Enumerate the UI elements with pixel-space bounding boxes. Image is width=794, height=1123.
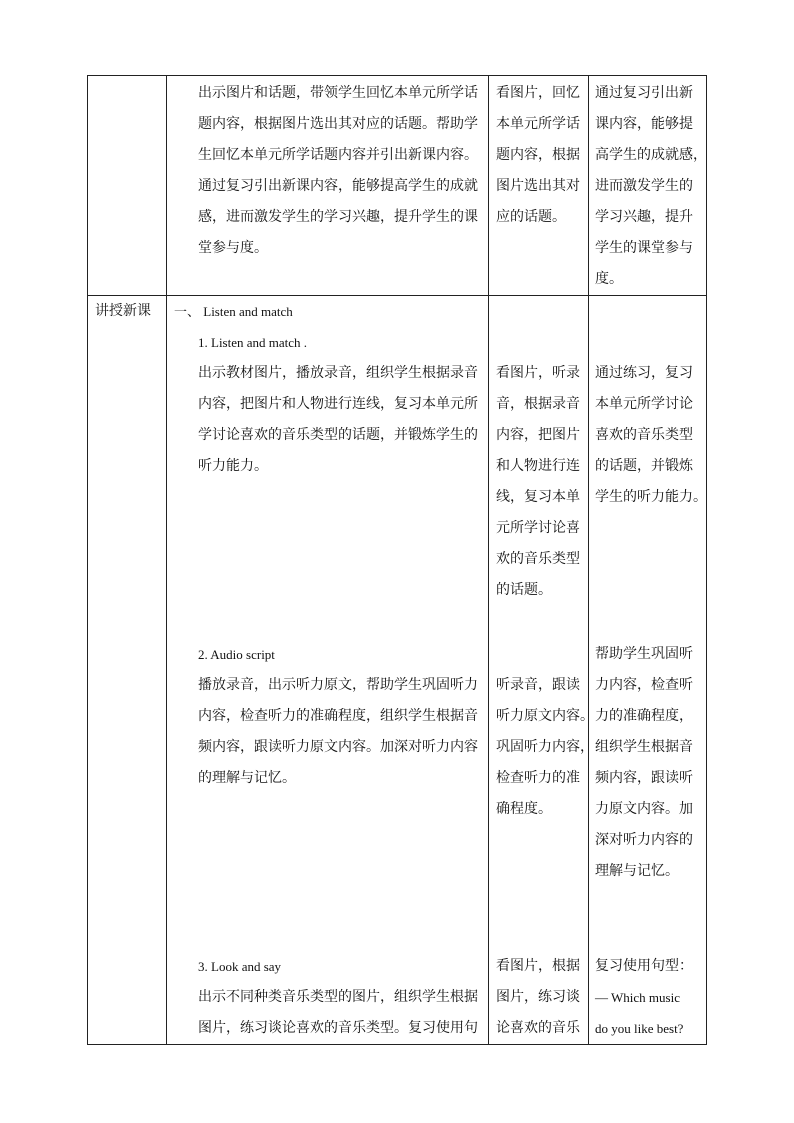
part-title: 1. Listen and match .: [198, 335, 308, 350]
teacher-activity-text: 播放录音，出示听力原文，帮助学生巩固听力 内容，检查听力的准确程度，组织学生根据音 频内容，跟读听力原文内容。加深对听力内容 的理解与记忆。: [198, 677, 478, 786]
table-border-col2: [488, 75, 489, 1045]
student-activity-text: 看图片，回忆 本单元所学话 题内容，根据 图片选出其对 应的话题。: [496, 85, 580, 225]
student-activity-text: 看图片，听录 音，根据录音 内容，把图片 和人物进行连 线，复习本单 元所学讨论喜 欢的音乐类型 的话题。: [496, 365, 580, 598]
section-heading: 一、 Listen and match: [174, 304, 293, 319]
table-border-top: [87, 75, 707, 76]
part-title: 3. Look and say: [198, 959, 282, 974]
part-title: 2. Audio script: [198, 647, 275, 662]
design-purpose-text: 通过复习引出新 课内容，能够提 高学生的成就感， 进而激发学生的 学习兴趣，提升 学生的课堂参与 度。: [595, 85, 707, 287]
design-purpose-text: 通过练习，复习 本单元所学讨论 喜欢的音乐类型 的话题，并锻炼 学生的听力能力。: [595, 365, 707, 505]
table-border-col3: [588, 75, 589, 1045]
table-border-col1: [166, 75, 167, 1045]
design-purpose-text: 帮助学生巩固听 力内容，检查听 力的准确程度， 组织学生根据音 频内容，跟读听 力原文内容。加 深对听力内容的 理解与记忆。: [595, 646, 693, 879]
teacher-activity-text: 出示教材图片，播放录音，组织学生根据录音 内容，把图片和人物进行连线，复习本单元所 学讨论喜欢的音乐类型的话题，并锻炼学生的 听力能力。: [198, 365, 478, 474]
student-activity-text: 听录音，跟读 听力原文内容。 巩固听力内容， 检查听力的准 确程度。: [496, 677, 594, 817]
student-activity-text: 看图片，根据 图片，练习谈 论喜欢的音乐: [496, 958, 580, 1036]
table-border-bottom: [87, 1044, 707, 1045]
table-border-left: [87, 75, 88, 1045]
teacher-activity-text: 出示不同种类音乐类型的图片，组织学生根据 图片，练习谈论喜欢的音乐类型。复习使用句: [198, 989, 478, 1036]
design-purpose-text: 复习使用句型： — Which music do you like best?: [595, 958, 693, 1036]
stage-label: 讲授新课: [95, 303, 151, 319]
teacher-activity-text: 出示图片和话题，带领学生回忆本单元所学话 题内容，根据图片选出其对应的话题。帮助学 生回忆本单元所学话题内容并引出新课内容。 通过复习引出新课内容，能够提高学生的成就 感，进而激发学生的学习兴趣，提升学生的课 堂参与度。: [198, 85, 478, 256]
